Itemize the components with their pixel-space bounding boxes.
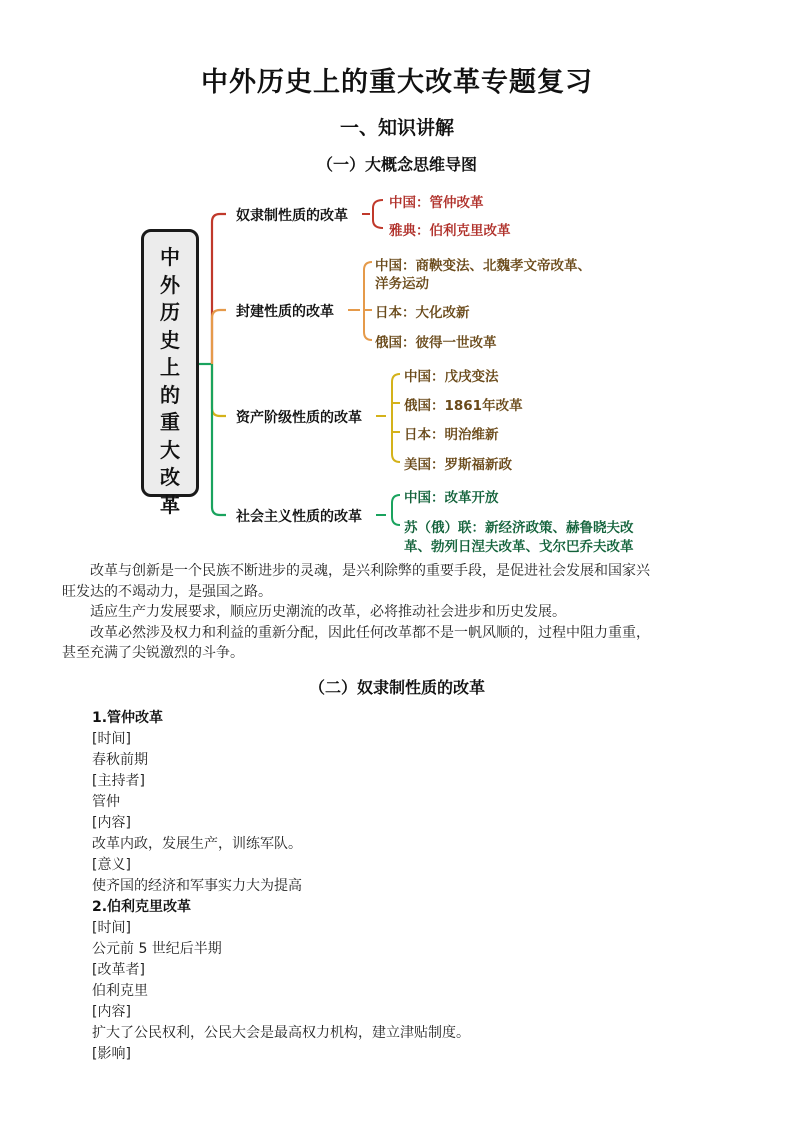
item-japan-meiji: 日本：明治维新: [404, 427, 499, 443]
paragraph-3-line-1: 改革必然涉及权力和利益的重新分配，因此任何改革都不是一帆风顺的，过程中阻力重重，: [90, 624, 650, 641]
item-russia-1861: 俄国：1861年改革: [404, 398, 523, 414]
value-time-2: 公元前 5 世纪后半期: [92, 941, 222, 957]
value-significance: 使齐国的经济和军事实力大为提高: [92, 878, 302, 894]
branch-slavery-line: [212, 214, 226, 364]
root-char: 的: [160, 382, 180, 407]
subsection-heading-slavery: （二）奴隶制性质的改革: [308, 678, 485, 697]
branch-feudal-line: [212, 310, 226, 364]
label-time: [时间]: [92, 731, 131, 747]
mind-map-root-label: [144, 244, 196, 519]
bourgeois-bracket: [392, 374, 400, 462]
root-char: 大: [160, 437, 180, 462]
heading-pericles: 2.伯利克里改革: [92, 899, 192, 915]
item-ussr-reforms: 革、勃列日涅夫改革、戈尔巴乔夫改革: [404, 539, 634, 555]
root-char: 上: [160, 355, 180, 379]
value-content-2: 扩大了公民权利，公民大会是最高权力机构，建立津贴制度。: [92, 1025, 470, 1041]
root-char: 中: [160, 245, 180, 269]
branch-socialist-line: [212, 364, 226, 515]
slavery-bracket: [373, 200, 383, 228]
value-time: 春秋前期: [92, 752, 148, 768]
category-socialist: 社会主义性质的改革: [236, 509, 362, 525]
feudal-bracket: [364, 262, 372, 340]
label-content-2: [内容]: [92, 1004, 131, 1020]
item-ussr-nep: 苏（俄）联：新经济政策、赫鲁晓夫改: [404, 520, 634, 536]
paragraph-1-line-1: 改革与创新是一个民族不断进步的灵魂，是兴利除弊的重要手段，是促进社会发展和国家兴: [90, 563, 650, 579]
paragraph-1-line-2: 旺发达的不竭动力，是强国之路。: [62, 583, 272, 600]
category-bourgeois: 资产阶级性质的改革: [236, 410, 362, 426]
label-time-2: [时间]: [92, 920, 131, 936]
item-usa-newdeal: 美国：罗斯福新政: [404, 457, 512, 473]
mind-map: [0, 0, 794, 560]
root-char: 革: [160, 492, 180, 517]
item-china-yangwu: 洋务运动: [375, 276, 429, 292]
subsection-heading-mindmap: （一）大概念思维导图: [316, 155, 477, 174]
page-title: 中外历史上的重大改革专题复习: [201, 67, 593, 98]
item-china-guanzhong: 中国：管仲改革: [389, 195, 484, 211]
item-china-reform: 中国：改革开放: [404, 490, 499, 506]
root-char: 重: [160, 410, 180, 434]
value-host: 管仲: [92, 794, 120, 810]
item-china-wuxu: 中国：戊戌变法: [404, 369, 499, 385]
paragraph-1: [62, 561, 738, 664]
paragraph-3-line-2: 甚至充满了尖锐激烈的斗争。: [62, 645, 244, 661]
category-feudal: 封建性质的改革: [236, 304, 334, 320]
section-heading: 一、知识讲解: [339, 117, 454, 139]
label-impact: [影响]: [92, 1046, 131, 1062]
root-char: 外: [160, 272, 180, 297]
mind-map-root: [141, 229, 199, 517]
label-host: [主持者]: [92, 773, 145, 789]
root-char: 史: [160, 327, 180, 352]
paragraph-2: 适应生产力发展要求，顺应历史潮流的改革，必将推动社会进步和历史发展。: [90, 604, 566, 620]
item-athens-pericles: 雅典：伯利克里改革: [389, 223, 511, 239]
value-content: 改革内政，发展生产，训练军队。: [92, 836, 302, 852]
branch-bourgeois-line: [212, 364, 226, 416]
root-char: 历: [160, 300, 180, 324]
item-china-shangyang: 中国：商鞅变法、北魏孝文帝改革、: [375, 258, 591, 274]
category-slavery: 奴隶制性质的改革: [236, 208, 348, 224]
heading-guanzhong: 1.管仲改革: [92, 710, 164, 726]
value-reformer: 伯利克里: [92, 983, 148, 999]
root-char: 改: [160, 465, 180, 489]
label-significance: [意义]: [92, 857, 131, 873]
item-japan-taika: 日本：大化改新: [375, 305, 470, 321]
item-russia-peter: 俄国：彼得一世改革: [375, 335, 497, 351]
label-content: [内容]: [92, 815, 131, 831]
label-reformer: [改革者]: [92, 962, 145, 978]
socialist-bracket: [392, 495, 400, 525]
